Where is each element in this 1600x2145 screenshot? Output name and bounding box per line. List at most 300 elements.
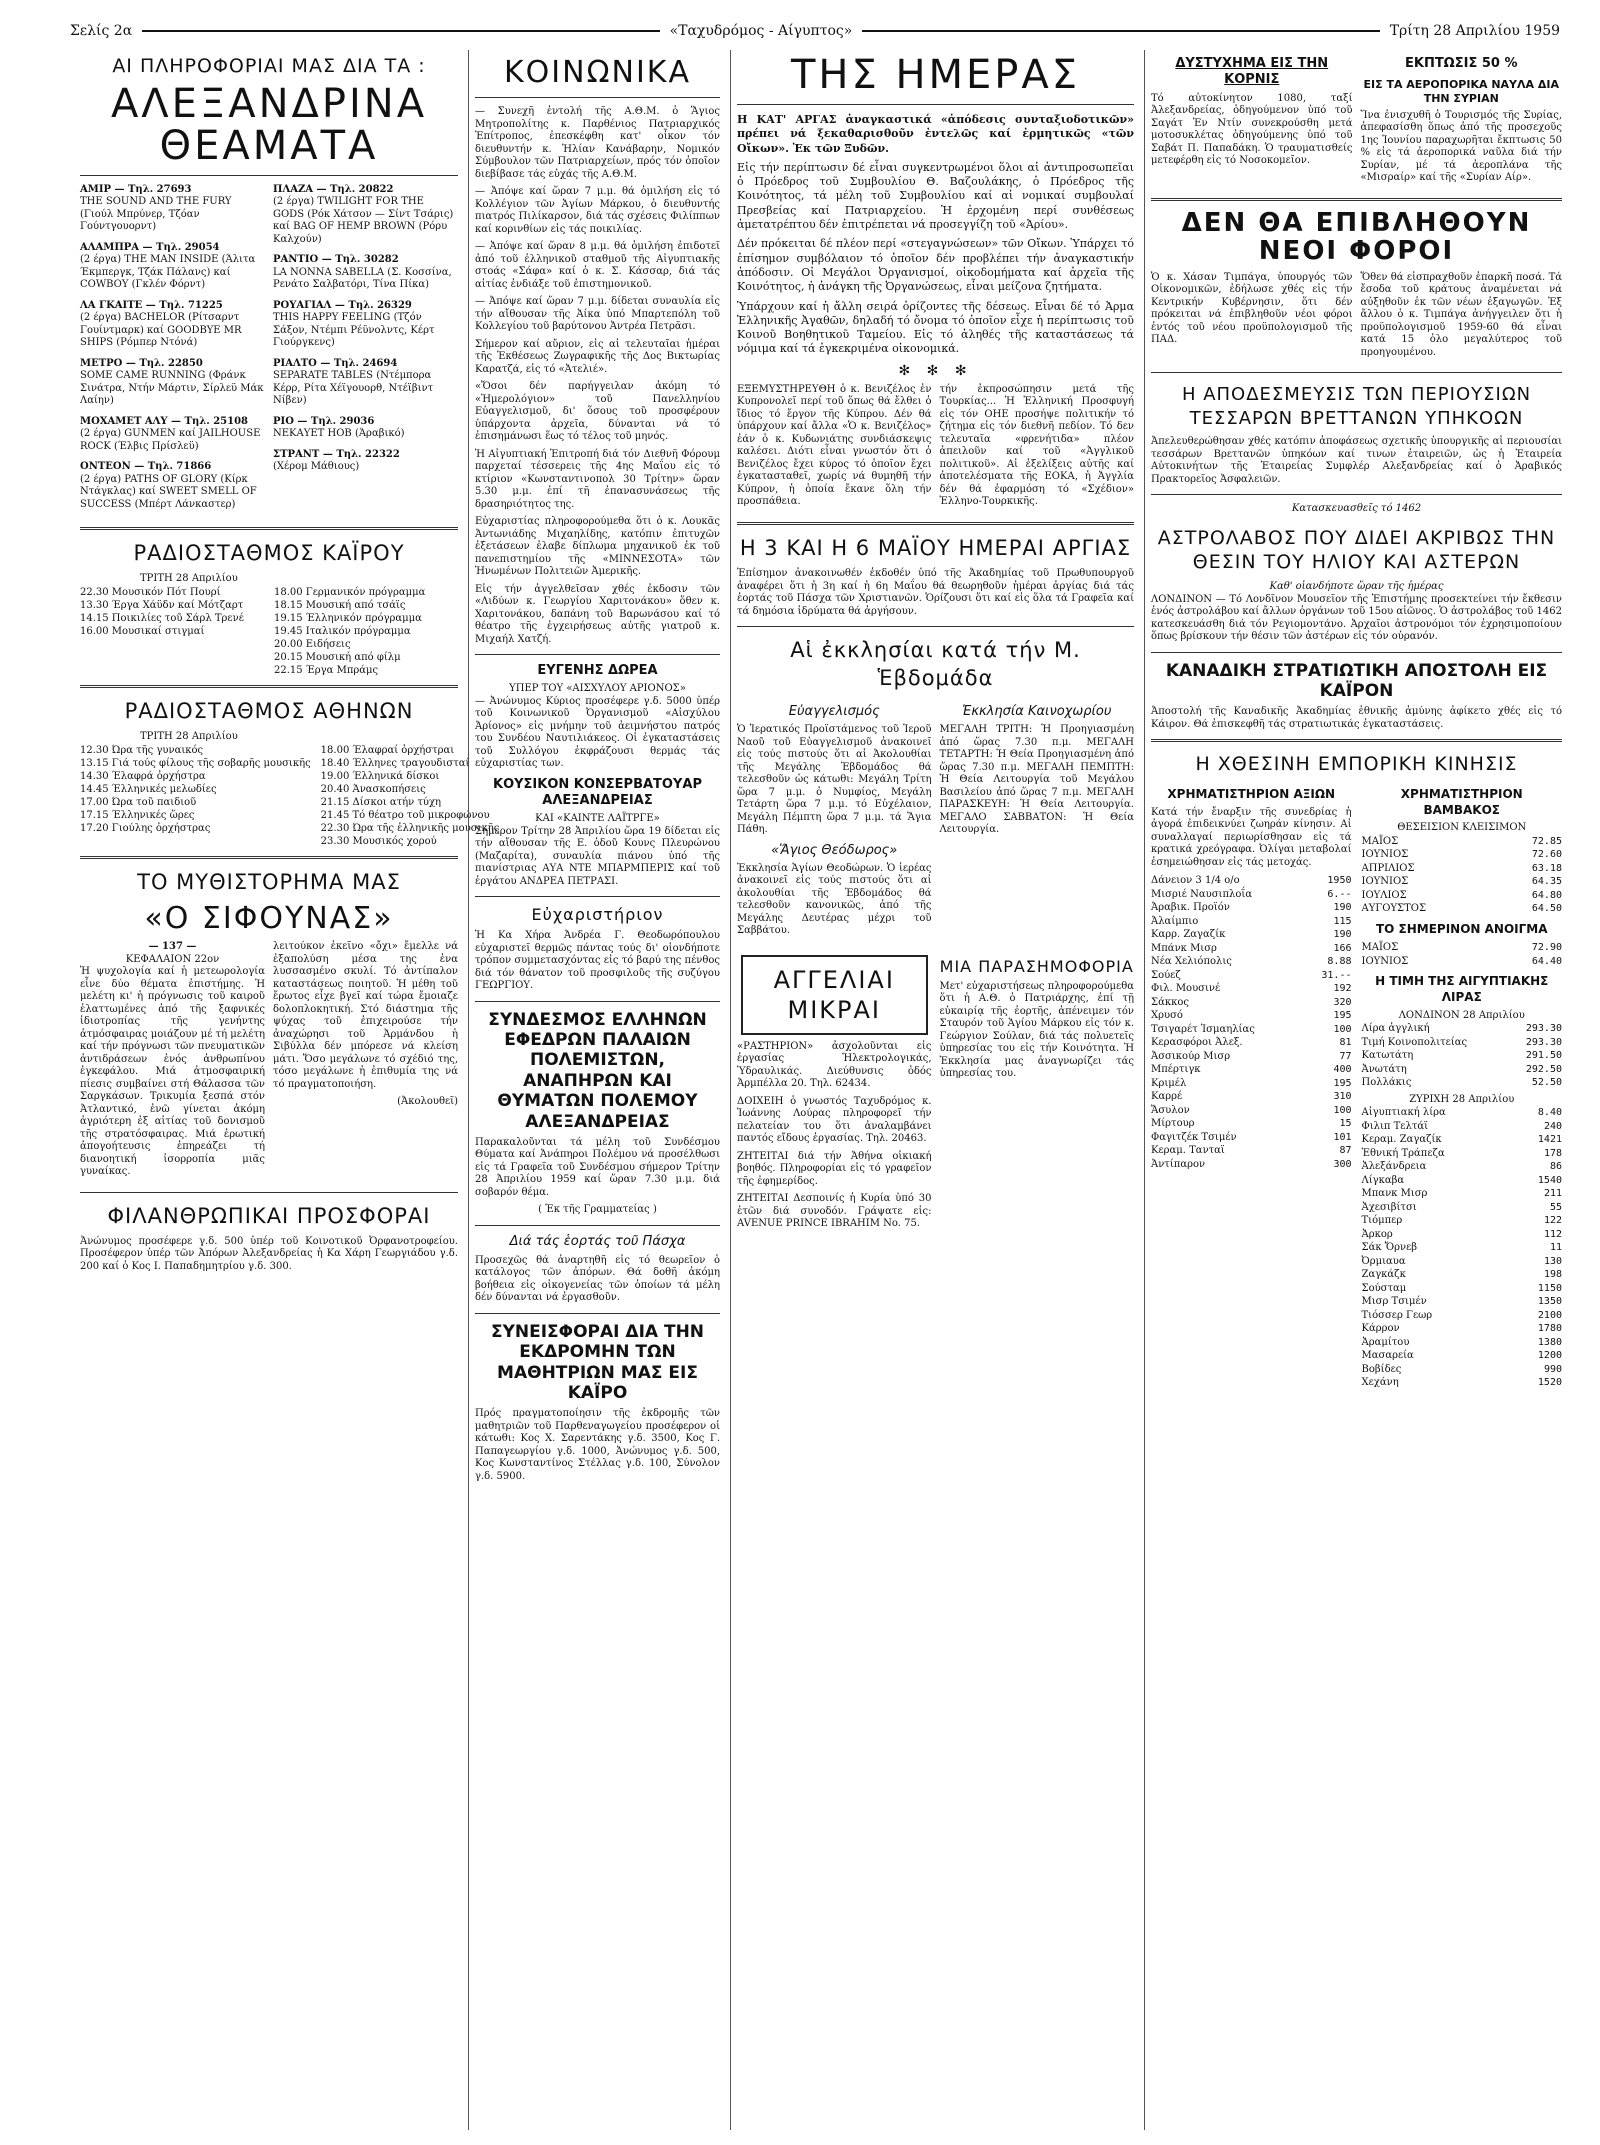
row-value: 122 [1543,1215,1562,1227]
canada-heading: ΚΑΝΑΔΙΚΗ ΣΤΡΑΤΙΩΤΙΚΗ ΑΠΟΣΤΟΛΗ ΕΙΣ ΚΑΪΡΟΝ [1165,660,1548,701]
row-label: ΑΠΡΙΛΙΟΣ [1361,862,1415,874]
social-item: Εὐχαριστίας πληροφορούμεθα ὅτι ὁ κ. Λουκᾶς Ἀντωνιάδης Μιχαηλίδης, κατόπιν ἐπιτυχῶν ἐξετάσεων ἐλαβε δίπλωμα μηχανικοῦ ἐκ τοῦ πανεπιστημίου τῆς «ΜΙΝΝΕΣΟΤΑ» τῶν Ἡνωμένων Πολιτειῶν Ἀμερικῆς. [475,516,720,577]
cinema-program: (2 έργα) BACHELOR (Ρίτσαρντ Γουίντμαρκ) καί GOODBYE MR SHIPS (Ρόμπερ Ντόνά) [80,312,242,349]
row-value: 198 [1543,1269,1562,1281]
school-trip-heading: ΣΥΝΕΙΣΦΟΡΑΙ ΔΙΑ ΤΗΝ ΕΚΔΡΟΜΗΝ ΤΩΝ ΜΑΘΗΤΡΙΩΝ ΜΑΣ ΕΙΣ ΚΑΪΡΟ [490,1321,705,1403]
row-value: 240 [1543,1120,1562,1132]
cinema-name: ΡΑΝΤΙΟ — Τηλ. 30282 [273,254,399,266]
row-label: Κάρρον [1361,1323,1400,1335]
table-row [1362,1022,1563,1036]
table-row [1362,1255,1563,1269]
table-row [1362,1349,1563,1363]
table-row [1362,1282,1563,1296]
row-label: Κερασφόροι Ἀλεξ. [1151,1037,1243,1049]
charity-heading: ΦΙΛΑΝΘΡΩΠΙΚΑΙ ΠΡΟΣΦΟΡΑΙ [107,1203,431,1228]
schedule-item: 14.30 Έλαφρά ὀρχήστρα [80,770,206,782]
social-item: — Ἀπόψε καί ὥραν 7 μ.μ. θά ὁμιλήση εἰς τό Κολλέγιον τῶν Ἀγίων Μάρκου, ὁ διευθυντής πιατρός Πιλίκαρσον, διά τάς σχέσεις Φιλίππων καί κορινθίων εἰς τάς ποικιλίας. [475,186,720,235]
row-value: 72.90 [1531,942,1562,954]
section-kicker: ΑΙ ΠΛΗΡΟΦΟΡΙΑΙ ΜΑΣ ΔΙΑ ΤΑ : [112,55,426,77]
column-today [730,50,1140,2130]
row-label: Σάκκος [1151,996,1189,1008]
astrolabe-heading: ΑΣΤΡΟΛΑΒΟΣ ΠΟΥ ΔΙΔΕΙ ΑΚΡΙΒΩΣ ΤΗΝ ΘΕΣΙΝ ΤΟΥ ΗΛΙΟΥ ΚΑΙ ΑΣΤΕΡΩΝ [1157,526,1556,574]
top-briefs [1151,50,1562,190]
row-value: 166 [1333,942,1352,954]
concert-text: Σήμερον Τρίτην 28 Ἀπριλίου ὥρα 19 δίδεται εἰς τήν αἴθουσαν τῆς Ε. ὁδοῦ Κουνς Πλευρώνου (Μαζαρίτα), συναυλία πιάνου ὑπό τῆς πιανίστριας ΑΥΑ ΝΤΕ ΜΠΑΡΜΠΕΡΙΣ καί τοῦ ἐργάτου ΑΝΔΡΕΑ ΠΕΤΡΑΣΙ. [475,825,720,887]
cinema-name: ΑΜΙΡ — Τηλ. 27693 [80,183,192,195]
decoration-text: Μετ' εὐχαριστήσεως πληροφορούμεθα ὅτι ἡ Α.Θ. ὁ Πατριάρχης, ἐπί τῇ εὐκαιρίᾳ τῆς ἐορτῆς, ἀπένειμεν τόν Σταυρόν τοῦ Ἁγίου Μάρκου εἰς τόν κ. Γεώργιον Σούλαν, διά τάς πολυετεῖς ὑπηρεσίας του εἰς τήν Κοινότητα. Ἡ Ἐκκλησία μας ἀναγνωρίζει τάς ὑπηρεσίας του. [939,980,1134,1080]
row-value: 8.40 [1537,1107,1562,1119]
schedule-item [80,664,264,677]
row-label: Μίρτουρ [1151,1118,1195,1130]
radio-cairo-schedule [80,586,458,677]
cinema-program: THE SOUND AND THE FURY (Γιούλ Μπρύνερ, Τζόαν Γούντγουορντ) [80,196,232,233]
divider [475,97,720,98]
divider [1151,198,1562,201]
table-row [1362,1133,1563,1147]
decoration-heading: ΜΙΑ ΠΑΡΑΣΗΜΟΦΟΡΙΑ [939,956,1134,976]
row-label: Ἀλεξάνδρεια [1361,1161,1427,1173]
easter-text: Προσεχῶς θά ἀναρτηθῆ εἰς τό θεωρεῖον ὁ κατάλογος τῶν ἀπόρων. Θά δοθῆ ἀκόμη βοήθεια εἰς οἰκογενείας τῶν ὁποίων τά μέλη δέν δύνανται νά ἐργασθοῦν. [475,1254,720,1304]
novel-text: Ἡ ψυχολογία καί ἡ μετεωρολογία εἶνε δύο θέματα ἐπιστήμης. Ἡ μελέτη κι' ἡ πρόγνωσις τοῦ καιροῦ ἐλαττωμένες ἀπό τῆς ξαφνικές ἰδιοτροπίας τῆς γενήντης ἀτμόσφαιρας μοιάζουν μέ τή μελέτη καί τήν πρόγνωσι τῶν πνευματικῶν ἀντιδράσεων ἑνός ἀνθρωπίνου ἐγκεφάλου. Μιά ἀτμοσφαιρική πίεσις συμβαίνει στή Θάλασσα τῶν Σαργκάσων. Τρικυμία ξεσπά στόν Ἀτλαντικό, ἐνῶ γίνεται ἀκόμη ἀγριότερη ἐξ αἰτίας τοῦ δονισμοῦ τῆς στρατόσφαιρας. Μιά ἐρωτική ἀπογοήτευσις ἐπηρεάζει τή διανοητική ἰσορροπία μιᾶς γυναίκας. [80,966,265,1178]
newspaper-name: «Ταχυδρόμος - Αίγυπτος» [669,22,853,39]
table-row [1362,1363,1563,1377]
divider [475,896,720,897]
schedule-item: 17.00 Ώρα τοῦ παιδιοῦ [80,796,197,808]
cinema-name: ΡΟΥΑΓΙΑΛ — Τηλ. 26329 [273,299,412,311]
schedule-item: 13.30 Έργα Χάϋδν καί Μότζαρτ [80,599,244,611]
table-row [1362,889,1563,903]
row-label: Μπανκ Μισρ [1361,1188,1428,1200]
row-value: 300 [1333,1158,1352,1170]
table-row [1151,942,1352,956]
row-label: ΙΟΥΝΙΟΣ [1361,849,1409,861]
schedule-item: 21.15 Δίσκοι ατήν τύχη [320,796,442,808]
cinema-entry [80,242,265,292]
pound-heading: Η ΤΙΜΗ ΤΗΣ ΑΙΓΥΠΤΙΑΚΗΣ ΛΙΡΑΣ [1375,974,1549,1004]
novel-text: λειτούκον ἐκεῖνο «ὄχι» ἔμελλε νά ἐξαπολύση μέσα της ἐνα λυσσασμένο σκυλί. Τό ἀντίπαλον καταστάσεως ποιητοῦ. Ἡ μέθη τοῦ ἔρωτος εἶχε βγεῖ καί τώρα ἔμοιαζε δολοπλοκητική. Στό διάστημα τῆς ψύχας τοῦ ἐπιχειρούσε τήν ἀναχώρησι τοῦ Ἀρμάνδου ἡ Σιβύλλα δέν μπόρεσε νά κλείση μάτι. Ὅσο μεγάλωνε τό σχέδιό της, τόσο μεγάλωνε ἡ ἐπιθυμία της νά τό πραγματοποιήση. [273,941,458,1090]
row-value: 1350 [1537,1296,1562,1308]
classified-ad: ΖΗΤΕΙΤΑΙ διά τήν Ἀθήνα οἰκιακή βοηθός. Πληροφορίαι εἰς τό γραφεῖον τῆς ἐφημερίδος. [737,1150,932,1187]
row-value: 64.35 [1531,876,1562,888]
discount-subheading: ΕΙΣ ΤΑ ΑΕΡΟΠΟΡΙΚΑ ΝΑΥΛΑ ΔΙΑ ΤΗΝ ΣΥΡΙΑΝ [1363,78,1559,105]
masthead [70,18,1560,44]
row-value: 87 [1339,1145,1352,1157]
table-row [1151,996,1352,1010]
opening-table [1362,941,1563,968]
cinema-program: ΝΕΚΑΥΕΤ ΗΟΒ (Άραβικό) [273,428,405,440]
table-row [1362,862,1563,876]
cinema-name: ΣΤΡΑΝΤ — Τηλ. 22322 [273,448,400,460]
schedule-item: 13.15 Γιά τούς φίλους τῆς σοβαρῆς μουσικῆς [80,757,311,769]
cinema-entry [273,358,458,408]
table-row [1151,1158,1352,1172]
table-row [1362,1174,1563,1188]
row-value: 1421 [1537,1134,1562,1146]
table-row [1362,1063,1563,1077]
row-label: Τσιγαρέτ Ἰσμαηλίας [1151,1023,1255,1035]
row-value: 86 [1549,1161,1562,1173]
schedule-item: 20.40 Άνασκοπήσεις [320,783,426,795]
row-value: 1780 [1537,1323,1562,1335]
row-value: 130 [1543,1255,1562,1267]
row-label: Μασαρεία [1361,1350,1414,1362]
table-row [1151,928,1352,942]
table-row [1151,1117,1352,1131]
table-row [1151,1023,1352,1037]
church-subheading: Εὐαγγελισμός [788,703,880,719]
social-item: — Συνεχῆ ἐντολή τῆς Α.Θ.Μ. ὁ Ἅγιος Μητροπολίτης κ. Παρθένιος Πατριαρχικός Ἐπίτροπος, ἐπεσκέφθη κατ' οἶκον τόν διευθυντήν κ. Ἠλίαν Κανάβαρην, Νομικόν Σύμβουλον τῶν Πατριαρχείων, πρός τόν ὁποῖον διεβίβασε τάς εὐχάς τῆς Α.Θ.Μ. [475,106,720,180]
row-label: Χεχάνη [1361,1377,1399,1389]
cinema-entry [273,416,458,441]
cinema-name: ΜΟΧΑΜΕΤ ΑΛΥ — Τηλ. 25108 [80,415,249,427]
novel-kicker: ΤΟ ΜΥΘΙΣΤΟΡΗΜΑ ΜΑΣ [137,869,401,894]
table-row [1362,1187,1563,1201]
table-row [1362,902,1563,916]
row-value: 64.50 [1531,903,1562,915]
radio-athens-schedule [80,744,500,848]
schedule-item: 20.15 Μουσική από φίλμ [274,651,401,663]
cinema-entry [80,184,265,234]
row-value: 1200 [1537,1350,1562,1362]
divider [737,522,1134,525]
row-label: Μπέρτιγκ [1151,1064,1201,1076]
concert-heading: ΚΟΥΣΙΚΟΝ ΚΟΝΣΕΡΒΑΤΟΥΑΡ ΑΛΕΞΑΝΔΡΕΙΑΣ [493,776,702,808]
article-paragraph: Ὅθεν θά εἰσπραχθοῦν ἐπαρκῆ ποσά. Τά ἔσοδα τοῦ κράτους ἀναμένεται νά αὐξηθοῦν ἐκ τῶν νέων ἐξαγωγῶν. Ἐξ ἄλλου ὁ κ. Τιμπάγα ἀνήγγειλεν ὅτι ἡ προϋπολογισμοῦ 1959-60 θά εἶναι κατά 15 ὀλο μεγαλύτερος τοῦ προηγουμένου. [1360,271,1562,358]
schedule-item: 19.45 Ιταλικόν πρόγραμμα [274,625,411,637]
thanks-text: Ἡ Κα Χήρα Ἀνδρέα Γ. Θεοδωρόπουλου εὐχαριστεῖ θερμῶς πάντας τούς δι' οἱονδήποτε τρόπον συμμετασχόντας εἰς τό βαρύ της πένθος διά τόν θάνατον τοῦ προσφιλοῦς τῆς συζύγου ΓΕΩΡΓΙΟΥ. [475,930,720,992]
social-item: «Ὅσοι δέν παρήγγειλαν ἀκόμη τό «Ἡμερολόγιον» τοῦ Πανελληνίου Εὐαγγελισμοῦ, δι' ὅσους τοῦ προσφέρουν ὑπάρχοντα ἀρχεῖα, δύνανται νά τό ἐπισημάνωσι ἕως τό τέλος τοῦ μηνός. [475,381,720,442]
astrolabe-text: ΛΟΝΔΙΝΟΝ — Τό Λονδῖνον Μουσεῖον τῆς Ἐπιστήμης προσεκτείνει τήν ἔκθεσιν ἑνός ἀστρολάβου καί ἄλλων ὀργάνων τοῦ 15ου αἰῶνος. Ὁ ἀστρολάβος τοῦ 1462 κατεσκευάσθη διά τόν Ρεγιομοντάνο. Ἀρχαῖοι ἀστρονόμοι τόν ἐχρησιμοποίουν ὅπως βρίσκουν τήν θέσιν τῶν ἀστέρων εἰς τόν οὐρανόν. [1151,593,1562,643]
taxes-heading: ΔΕΝ ΘΑ ΕΠΙΒΛΗΘΟΥΝ ΝΕΟΙ ΦΟΡΟΙ [1181,207,1532,267]
cotton-subheading: ΘΕΣΕΙΣΙΟΝ ΚΛΕΙΣΙΜΟΝ [1397,822,1527,834]
row-value: 63.18 [1531,862,1562,874]
zurich-table [1362,1106,1563,1390]
classifieds-box [741,955,928,1035]
novel-title: «Ο ΣΙΦΟΥΝΑΣ» [144,901,394,937]
divider [1151,739,1562,742]
cinema-entry [80,416,265,454]
row-value: 195 [1333,1010,1352,1022]
cinema-list-right [273,184,458,520]
row-label: Μισριέ Ναυσιπλοΐα [1151,888,1253,900]
schedule-item: 18.15 Μουσική από τσάϊς [274,599,406,611]
row-label: Ὀρμιαυα [1361,1255,1406,1267]
market-tables [1151,783,1562,1389]
row-value: 8.88 [1327,956,1352,968]
social-item: — Ἀπόψε καί ὥραν 7 μ.μ. δίδεται συναυλία εἰς τήν αἴθουσαν τῆς Ἀίκα ὑπό Μπαρτεπόλη τοῦ Κολλεγίου τοῦ βαρύτονου Ἀντρέα Πετρᾶσι. [475,296,720,332]
divider [475,1313,720,1314]
cinema-program: (2 έργα) PATHS OF GLORY (Κίρκ Ντάγκλας) καί SWEET SMELL OF SUCCESS (Μπέρτ Λάνκαστερ) [80,473,257,510]
row-label: Κεραμ. Τανταϊ [1151,1145,1225,1157]
novel-body [80,941,458,1184]
stock-exchange-heading: ΧΡΗΜΑΤΙΣΤΗΡΙΟΝ ΑΞΙΩΝ [1167,787,1336,802]
holidays-heading: Η 3 ΚΑΙ Η 6 ΜΑΪΟΥ ΗΜΕΡΑΙ ΑΡΓΙΑΣ [739,535,1132,560]
article-paragraph: ΕΞΕΜΥΣΤΗΡΕΥΘΗ ὁ κ. Βενιζέλος ἐν Κυπρονολεῖ περί τοῦ ὅπως θά ἔλθει ὁ ἴδιος τό ἔργον τῆς Κύπρου. Δέν θά ὑπάρχουν καί ἄλλα «Ὁ κ. Βενιζέλος» ἐάν ὁ κ. Κυδωνιάτης συνδιάσκεψις καλέσει. Διότι εἶναι γνωστόν ὅτι ὁ Βενιζέλος ἔχει κύρος τό ὁποῖον ἔχει ἐγκατασταθεῖ, χωρίς νά θυμηθῆ τήν Κύπρον, ἡ ὁποία ἔκανε ὅλη τήν προσπάθεια. [737,383,932,508]
market-heading: Η ΧΘΕΣΙΝΗ ΕΜΠΟΡΙΚΗ ΚΙΝΗΣΙΣ [1195,753,1518,776]
row-label: Τιμή Κοινοπολιτείας [1361,1036,1468,1048]
church-text: Ὁ Ἱερατικός Προϊστάμενος τοῦ Ἱεροῦ Ναοῦ τοῦ Εὐαγγελισμοῦ ἀνακοινεῖ εἰς τούς πιστούς ὅτι αἱ Ἀκολουθίαι τῆς Μεγάλης Ἑβδομάδος θά τελεσθοῦν ὡς κάτωθι: Μεγάλη Τρίτη ὥρα 7 μ.μ. ὁ Νυμφίος, Μεγάλη Τετάρτη ὥρα 7 μ.μ. τό Εὐχέλαιον, Μεγάλη Πέμπτη ὥρα 7 μ.μ. τά Ἅγια Πάθη. [737,724,932,836]
divider [1151,494,1562,495]
church-text: Ἐκκλησία Ἁγίων Θεοδώρων. Ὁ ἱερέας ἀνακοινεῖ εἰς τούς πιστούς ὅτι αἱ ἀκολουθίαι τῆς Ἑβδομάδος θά τελεσθοῦν κανονικῶς, ἀπό τῆς Μεγάλης Δευτέρας μέχρι τοῦ Σαββάτου. [737,862,932,937]
schedule-item: 14.45 Έλληνικές μελωδίες [80,783,217,795]
divider [475,1225,720,1226]
divider [1151,372,1562,373]
novel-continued: (Ἀκολουθεῖ) [397,1096,458,1108]
cinema-entry [80,461,265,511]
row-value: 190 [1333,902,1352,914]
table-row [1362,955,1563,969]
cinema-entry [80,300,265,350]
schedule-item: 19.15 Έλληνικόν πρόγραμμα [274,612,422,624]
row-value: 64.80 [1531,889,1562,901]
classified-ad: ΖΗΤΕΙΤΑΙ Δεσποινίς ἡ Κυρία ὑπό 30 ἐτῶν διά συνοδόν. Γράψατε εἰς: AVENUE PRINCE IBRAHIM No. 75. [737,1193,932,1230]
row-label: Ἀλαίμπιο [1151,915,1199,927]
page-number: Σελίς 2α [70,22,133,39]
row-label: Φαγιτζέκ Τσιμέν [1151,1131,1237,1143]
section-title-today: ΤΗΣ ΗΜΕΡΑΣ [790,52,1081,98]
row-label: Σούσταμ [1361,1282,1407,1294]
cinema-program: (Χέρομ Μάθιους) [273,461,360,473]
table-row [1151,874,1352,888]
row-label: ΙΟΥΝΙΟΣ [1361,955,1409,967]
cinema-name: ΠΛΑΖΑ — Τηλ. 20822 [273,183,394,195]
table-row [1362,1322,1563,1336]
cinema-entry [273,254,458,292]
row-value: 55 [1549,1201,1562,1213]
row-value: 211 [1543,1188,1562,1200]
school-trip-text: Πρός πραγματοποίησιν τῆς ἐκδρομῆς τῶν μαθητριῶν τοῦ Παρθεναγωγείου προσέφερον οἱ κάτωθι: Κος Χ. Σαρεντάκης γ.δ. 3500, Κος Γ. Παπαγεωργίου γ.δ. 1000, Ἀνώνυμος γ.δ. 500, Κος Κωνσταντίνος Στέλλας γ.δ. 100, Σύνολον γ.δ. 5900. [475,1408,720,1482]
table-row [1151,1144,1352,1158]
issue-date: Τρίτη 28 Απριλίου 1959 [1389,22,1561,39]
divider [475,654,720,655]
gift-heading: ΕΥΓΕΝΗΣ ΔΩΡΕΑ [537,663,658,678]
table-row [1362,1214,1563,1228]
row-value: 291.50 [1525,1050,1562,1062]
masthead-rule [862,30,1379,32]
cinema-entry [80,358,265,408]
row-value: 11 [1549,1242,1562,1254]
church-services [737,698,1134,943]
table-row [1362,941,1563,955]
astrolabe-kicker: Κατασκευασθεῖς τό 1462 [1291,503,1422,515]
cinema-name: ΑΛΑΜΠΡΑ — Τηλ. 29054 [80,241,220,253]
cinema-program: (2 έργα) GUNMEN καί JAILHOUSE ROCK (Έλβις Πρίσλεϋ) [80,428,261,452]
cinema-entry [273,184,458,247]
cinema-name: ΟΝΤΕΟΝ — Τηλ. 71866 [80,461,212,473]
row-value: 100 [1333,1104,1352,1116]
thanks-heading: Εὐχαριστήριον [531,905,664,925]
social-item: Ἡ Αἰγυπτιακή Ἐπιτροπή διά τόν Διεθνῆ Φόρουμ παρχεταί τέσσερεις τῆς 4ης Μαΐου εἰς τό κτίριον «Κωνσταντινοπολ 30 Τρίτην» ὥραν 5.30 μ.μ. ἐπί τῆ ἐπανασυνάσεως τῆς δρασηριότητος της. [475,448,720,510]
row-value: 320 [1333,996,1352,1008]
row-label: Ἀρκορ [1361,1228,1393,1240]
article-paragraph: Δέν πρόκειται δέ πλέον περί «στεγαγνώσεων» τῶν Οἴκων. Ὑπάρχει τό ἐπίσημον συμβόλαιον τό ὁποῖον δέν προβλέπει τήν ἀναγκαστικήν ἀπόδοσιν. Οἱ Μεγάλοι Ὀργανισμοί, οἰκοδομήματα καί ἀρχεῖα τῆς Κοινότητος, ἡ ἀνάγκη τῆς Ὀργανώσεως, εἶναι μείζονα ζητήματα. [737,237,1134,294]
cinema-program: SOME CAME RUNNING (Φράνκ Σινάτρα, Ντήν Μάρτιν, Σίρλεϋ Μάκ Λαίην) [80,370,264,407]
row-label: Λίγκαβα [1361,1174,1405,1186]
schedule-item: 21.45 Τό θέατρο τοῦ μικροφώνου [320,809,490,821]
row-value: 1150 [1537,1282,1562,1294]
section-title-social: ΚΟΙΝΩΝΙΚΑ [504,55,691,90]
row-value: 77 [1339,1050,1352,1062]
row-value: 990 [1543,1363,1562,1375]
classified-ad: ΔΟΙΧΕΙΗ ὁ γνωστός Ταχυδρόμος κ. Ἰωάννης Λούρας πληροφορεῖ τήν πελατείαν του ὅτι ἀναλαμβάνει παντός εἴδους ἐργασίας. Τηλ. 20463. [737,1095,932,1145]
classified-ad: «ΡΑΣΤΗΡΙΟΝ» ἀσχολοῦνται εἰς ἐργασίας Ἡλεκτρολογικάς, Ὑδραυλικάς. Διεύθυνσις ὁδός Ἀρμπέλλα 20. Τηλ. 62434. [737,1040,932,1090]
table-row [1362,1160,1563,1174]
table-row [1362,1295,1563,1309]
row-value: 1520 [1537,1377,1562,1389]
row-value: 112 [1543,1228,1562,1240]
row-value: 192 [1333,983,1352,995]
schedule-item: 18.00 Γερμανικόν πρόγραμμα [274,586,426,598]
schedule-item: 20.00 Ειδήσεις [274,638,351,650]
stock-table [1151,874,1352,1171]
cinema-listings [80,184,458,520]
table-row [1362,1036,1563,1050]
row-value: 115 [1333,915,1352,927]
row-value: 72.85 [1531,835,1562,847]
row-value: 293.30 [1525,1023,1562,1035]
row-label: Σάκ Ὄρνεβ [1361,1242,1418,1254]
table-row [1151,1036,1352,1050]
zurich-subheading: ΖΥΡΙΧΗ 28 Απριλίου [1409,1093,1515,1105]
divider [737,626,1134,627]
gift-subheading: ΥΠΕΡ ΤΟΥ «ΑΙΣΧΥΛΟΥ ΑΡΙΟΝΟΣ» [509,683,686,695]
section-title-cinemas: ΑΛΕΞΑΝΔΡΙΝΑ ΘΕΑΜΑΤΑ [110,80,428,169]
row-label: Ἀραμίτου [1361,1336,1410,1348]
churches-heading: Αἱ ἐκκλησίαι κατά τήν Μ. Ἑβδομάδα [790,638,1081,690]
novel-chapter: ΚΕΦΑΛΑΙΟΝ 22ον [125,953,220,965]
association-text: Παρακαλοῦνται τά μέλη τοῦ Συνδέσμου Θύματα καί Ἀνάπηροι Πολέμου νά προσέλθωσι εἰς τά Γραφεῖα τοῦ Συνδέσμου σήμερον Τρίτην 28 Ἀπριλίου 1959 καί ὥραν 7.30 μ.μ. διά σοβαρόν θέμα. [475,1136,720,1198]
cotton-exchange-heading: ΧΡΗΜΑΤΙΣΤΗΡΙΟΝ ΒΑΜΒΑΚΟΣ [1400,787,1523,817]
row-label: Ἀχεσιβίτσι [1361,1201,1417,1213]
church-text: ΜΕΓΑΛΗ ΤΡΙΤΗ: Ἡ Προηγιασμένη ἀπό ὥρας 7.30 π.μ. ΜΕΓΑΛΗ ΤΕΤΑΡΤΗ: Ἡ Θεία Προηγιασμένη ἀπό ὥρας 7.30 π.μ. ΜΕΓΑΛΗ ΠΕΜΠΤΗ: Ἡ Θεία Λειτουργία τοῦ Μεγάλου Βασιλείου ἀπό ὥρας 7 π.μ. ΜΕΓΑΛΗ ΠΑΡΑΣΚΕΥΗ: Ἡ Θεία Λειτουργία. ΜΕΓΑΛΟ ΣΑΒΒΑΤΟΝ: Ἡ Θεία Λειτουργία. [939,724,1134,836]
canada-text: Ἀποστολή τῆς Καναδικῆς Ἀκαδημίας ἐθνικῆς ἀμύνης ἀφίκετο χθές εἰς τό Κάιρον. Θά ἐπισκεφθῆ τάς στρατιωτικάς ἐγκαταστάσεις. [1151,706,1562,730]
table-row [1151,888,1352,902]
row-label: Ἐθνική Τράπεζα [1361,1147,1445,1159]
table-row [1362,848,1563,862]
schedule-item [80,651,264,664]
row-value: 1950 [1327,875,1352,887]
radio-athens-heading: ΡΑΔΙΟΣΤΑΘΜΟΣ ΑΘΗΝΩΝ [124,698,414,723]
table-row [1362,1120,1563,1134]
row-value: 72.60 [1531,849,1562,861]
schedule-item: 19.00 Έλληνικά δίσκοι [320,770,440,782]
cinema-program: THIS HAPPY FEELING (Τζόν Σάξον, Ντέμπι Ρέϋνολντς, Κέρτ Γιούργκενς) [273,312,435,349]
row-value: 6.-- [1327,888,1352,900]
cyprus-article [737,384,1134,514]
row-value: 31.-- [1321,969,1352,981]
radio-cairo-heading: ΡΑΔΙΟΣΤΑΘΜΟΣ ΚΑΪΡΟΥ [133,541,405,566]
row-label: Λίρα ἀγγλική [1361,1023,1430,1035]
row-value: 100 [1333,1023,1352,1035]
row-label: Ἀσσικούρ Μισρ [1151,1050,1231,1062]
row-label: Φιλ. Μουσινέ [1151,983,1221,995]
row-value: 1540 [1537,1174,1562,1186]
table-row [1151,1009,1352,1023]
table-row [1362,1268,1563,1282]
row-value: 292.50 [1525,1063,1562,1075]
article-paragraph: Εἰς τήν περίπτωσιν δέ εἶναι συγκεντρωμένοι ὅλοι αἱ ἀντιπροσωπεῖαι ὁ Πρόεδρος τοῦ Συμβουλίου Θ. Βαζουλάκης, ὁ Πρόεδρος τῆς Κοινότητος, τά μέλη τοῦ Συμβουλίου καί αἱ νομικαί συμβουλαί Πρεσβείας καί Πατριαρχείου. Ἡ ἐρχομένη περί συνθέσεως ἀμετατρέπτου δέν ἐπιτρέπεται νά προσεγγίζη τοῦ «Ἀρίου». [737,160,1134,232]
schedule-item: 17.20 Γιούλης ὀρχήστρας [80,822,211,834]
accident-text: Τό αὐτοκίνητον 1080, ταξί Ἀλεξανδρείας, ὁδηγούμενον ὑπό τοῦ Σαγάτ Ἐν Ντίν συνεκρούσθη μετά μοτοσυκλέτας ὁδηγούμενης ὑπό τοῦ Σαβάτ Π. Παπαδάκη. Ὁ τραυματισθείς μετεφέρθη εἰς τό Νοσοκομεῖον. [1151,92,1353,166]
charity-text: Ἀνώνυμος προσέφερε γ.δ. 500 ὑπέρ τοῦ Κοινοτικοῦ Ὀρφανοτροφείου. Προσέφερον ὑπέρ τῶν Ἀπόρων Ἀλεξανδρείας ἡ Κα Χάρη Γεωργιάδου γ.δ. 200 καί ὁ Κος Ι. Παπαδημητρίου γ.δ. 300. [80,1235,458,1272]
schedule-item: 22.15 Έργα Μπράμς [274,664,379,676]
row-label: Ζαγκάζκ [1361,1269,1406,1281]
radio-athens-date: ΤΡΙΤΗ 28 Απριλίου [140,731,238,743]
row-value: 101 [1333,1131,1352,1143]
article-paragraph: Ὑπάρχουν καί ἡ ἄλλη σειρά ὀρίζοντες τῆς δέσεως. Εἶναι δέ τό Ἀρμα Ἑλληνικῆς Ἀγαθῶν, δηλαδή τό ὄνομα τό ὁποῖον εἶχε ἡ περίπτωσις τοῦ Κοινοῦ Βοηθητικοῦ Ταμείου. Εἰς τό ἀληθές τῆς καταστάσεως τά νόμιμα καί τά ἐγκεκριμένα οἰκονομικά. [737,299,1134,356]
row-value: 293.30 [1525,1036,1562,1048]
cinema-program: (2 έργα) THE MAN INSIDE (Άλιτα Έκμπεργκ, Τζάκ Πάλανς) καί COWBOY (Γκλέν Φόρντ) [80,254,256,291]
easter-heading: Διά τάς ἑορτάς τοῦ Πάσχα [509,1233,686,1249]
schedule-item: 22.30 Ώρα τῆς ἐλληνικῆς μουσικῆς [320,822,500,834]
row-value: 400 [1333,1064,1352,1076]
row-value: 310 [1333,1091,1352,1103]
pound-table [1362,1022,1563,1090]
row-label: Καρρέ [1151,1091,1183,1103]
schedule-item: 14.15 Ποικιλίες τοῦ Σάρλ Τρενέ [80,612,244,624]
row-label: Ἀνωτάτη [1361,1063,1407,1075]
article-paragraph: τήν ἐκπροσώπησιν μετά τῆς Τουρκίας... Ἡ Ἑλληνική Προσφυγή εἰς τόν ΟΗΕ προσήψε πολιτικήν τό ζήτημα εἰς τόν διεθνῆ πεδίον. Τό δεν τελευταῖα «φρενήτιδα» πλέον ἀπειλοῦν καί τοῦ «Ἀγγλικοῦ πολιτικοῦ». Αἱ ἐξελίξεις αὐτῆς καί ἀποτελέσματα τῆς ΕΟΚΑ, ἡ Ἀγγλία δέν θά ἐφαρμόση τό «Σχέδιον» Ἑλληνο-Τουρκικῆς. [939,383,1134,508]
row-label: ΙΟΥΛΙΟΣ [1361,889,1407,901]
table-row [1151,1077,1352,1091]
divider [80,527,458,530]
schedule-item: 12.30 Ώρα τῆς γυναικός [80,744,204,756]
classifieds-heading: ΑΓΓΕΛΙΑΙ ΜΙΚΡΑΙ [773,965,895,1024]
divider [737,104,1134,105]
divider [80,175,458,176]
row-label: ΙΟΥΝΙΟΣ [1361,876,1409,888]
lower-section [737,949,1134,1236]
row-label: Ἄσυλον [1151,1104,1190,1116]
table-row [1362,1241,1563,1255]
cinema-entry [273,300,458,350]
divider [80,685,458,688]
schedule-item [80,638,264,651]
lead-paragraph: Η ΚΑΤ' ΑΡΓΑΣ ἀναγκαστικά «ἀπόδεσις συνταξιοδοτικῶν» πρέπει νά ξεκαθαρισθοῦν ἐντελῶς καί ἐρμητικῶς «τῶν Οἴκων». Ἐκ τῶν Ξυδῶν. [737,113,1134,155]
gift-text: — Ἀνώνυμος Κύριος προσέφερε γ.δ. 5000 ὑπέρ τοῦ Κοινωνικοῦ Ὀργανισμοῦ «Αἰσχύλου Ἀρίονος» εἰς μνήμην τοῦ ἀειμνήστου πατρός του Συνδέου Ναυτιλιάκεος. Οἱ ἐγκαταστάσεις τοῦ Συλλόγου ἐκφράζουσι θερμάς τάς εὐχαριστίας των. [475,695,720,770]
article-paragraph: Ὁ κ. Χάσαν Τιμπάγα, ὑπουργός τῶν Οἰκονομικῶν, ἐδήλωσε χθές εἰς τήν Κεντρικήν Κυβέρνησιν, ὅτι δέν πρόκειται νά ἐπιβληθοῦν νέοι φόροι ἐντός τοῦ νέου προϋπολογισμοῦ τῆς ΠΑΔ. [1151,271,1353,346]
row-label: Ἀντίπαρον [1151,1158,1206,1170]
table-row [1151,982,1352,996]
concert-subheading: ΚΑΙ «ΚΑΙΝΤΕ ΛΑΪΤΡΓΕ» [535,813,660,825]
schedule-item: 16.00 Μουσικαί στιγμαί [80,625,205,637]
table-row [1362,1049,1563,1063]
taxes-article [1151,272,1562,365]
table-row [1362,1076,1563,1090]
section-ornament: ✻ ✻ ✻ [898,362,973,379]
row-label: Καρρ. Ζαγαζίκ [1151,929,1226,941]
table-row [1362,835,1563,849]
column-social [468,50,726,2130]
association-heading: ΣΥΝΔΕΣΜΟΣ ΕΛΛΗΝΩΝ ΕΦΕΔΡΩΝ ΠΑΛΑΙΩΝ ΠΟΛΕΜΙΣΤΩΝ, ΑΝΑΠΗΡΩΝ ΚΑΙ ΘΥΜΑΤΩΝ ΠΟΛΕΜΟΥ ΑΛΕΞΑΝΔΡΕΙΑΣ [488,1009,707,1132]
row-label: Τιόσσερ Γεωρ [1361,1309,1433,1321]
row-label: Νέα Χελιόπολις [1151,956,1232,968]
holidays-text: Ἐπίσημον ἀνακοινωθέν ἐκδοθέν ὑπό τῆς Ἀκαδημίας τοῦ Πρωθυπουργοῦ ἀναφέρει ὅτι ἡ 3η καί ἡ 6η Μαΐου θά θεωρηθοῦν ἡμέραι ἀργίας διά τάς ἑορτάς τοῦ Πάσχα τῶν Χριστιανῶν. Ὁρίζουσι ὅτι καί εἰς ὅλα τά Γραφεῖα καί τά δημόσια ἱδρύματα θά ἀργήσουν. [737,568,1134,617]
table-row [1362,1228,1563,1242]
column-news [1144,50,1568,2130]
cotton-table [1362,835,1563,916]
table-row [1151,955,1352,969]
row-value: 81 [1339,1037,1352,1049]
row-label: Δάνειον 3 1/4 ο/ο [1151,875,1240,887]
release-text: Ἀπελευθερώθησαν χθές κατόπιν ἀποφάσεως σχετικῆς ὑπουργικῆς αἱ περιουσίαι τεσσάρων Βρεττανῶν ὑπηκόων καί τινων ἐταιρειῶν, ὡς ἡ Ἑταιρεία Αὐτοκινήτων τῆς Ἑταιρείας Συμφλέρ Αλεξανδρείας καί ὁ Ἀραβικός Πρακτορεῖος Ἀσφαλειῶν. [1151,436,1562,485]
stock-exchange-text: Κατά τήν ἔναρξιν τῆς συνεδρίας ἡ ἀγορά ἐπιδεικνύει ζωηράν κίνησιν. Αἱ συναλλαγαί περιωρίσθησαν εἰς τά κρατικά χρεόγραφα. Ὀλίγαι μεταβολαί ἐσημειώθησαν εἰς τάς μετοχάς. [1151,806,1352,868]
row-value: 52.50 [1531,1077,1562,1089]
schedule-item: 23.30 Μουσικός χορού [320,835,437,847]
schedule-item: 22.30 Μουσικόν Πότ Πουρί [80,586,221,598]
row-label: Φιλιπ Τελτάϊ [1361,1120,1429,1132]
cinema-program: (2 έργα) TWILIGHT FOR THE GODS (Ρόκ Χάτσον — Σίντ Τσάρις) καί BAG OF HEMP BROWN (Ρόρυ Καλχούν) [273,196,454,245]
